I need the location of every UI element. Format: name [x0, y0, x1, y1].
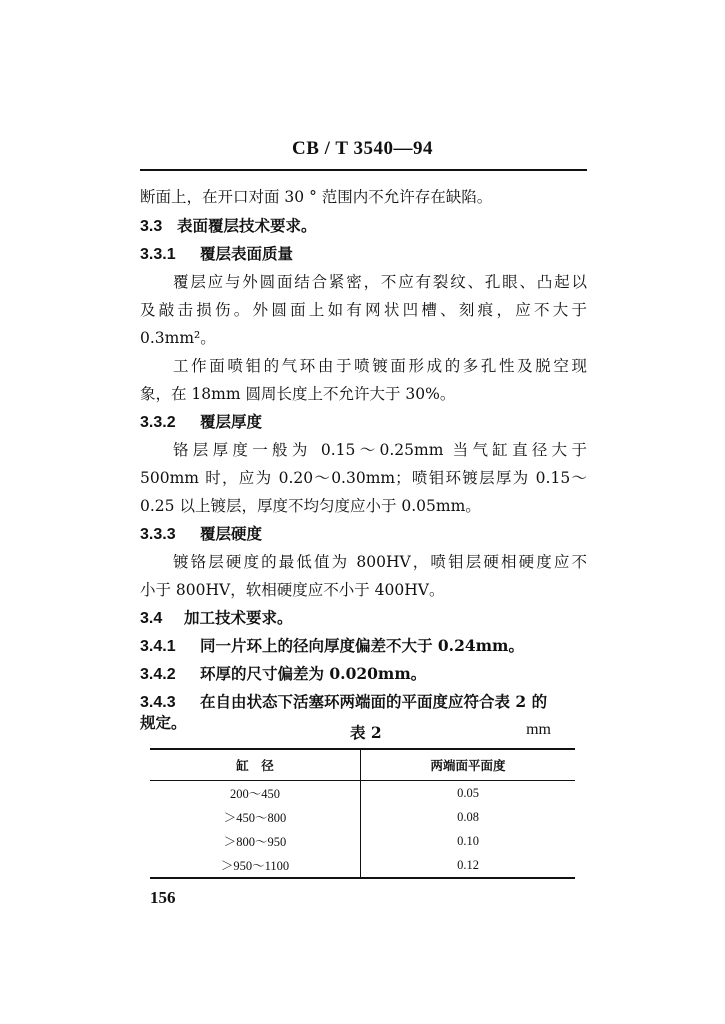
section-title: 覆层厚度: [200, 412, 263, 431]
section-heading-3-4-3: [140, 691, 587, 714]
section-number: 3.4.2: [140, 666, 176, 683]
paragraph-line: 0.25 以上镀层，厚度不均匀度应小于 0.05mm。: [140, 497, 481, 515]
column-header-bore: 缸 径: [150, 749, 361, 781]
header-rule: [140, 169, 587, 171]
table-row: [150, 829, 575, 853]
column-header-flatness: 两端面平面度: [430, 758, 506, 773]
paragraph-line: 工作面喷钼的气环由于喷镀面形成的多孔性及脱空现: [173, 357, 587, 375]
section-number: 3.3: [140, 218, 163, 235]
paragraph-line: 规定。: [140, 713, 187, 732]
section-heading-3-3-3: [140, 523, 587, 546]
table-cell-bore: ＞950～1100: [150, 853, 361, 878]
section-number: 3.3.3: [140, 526, 176, 543]
section-number: 3.4.1: [140, 638, 176, 655]
table-header-row: [150, 749, 575, 781]
table-cell-bore: ＞450～800: [150, 805, 361, 829]
page-number: 156: [150, 888, 176, 907]
paragraph-line: 0.3mm²。: [140, 329, 216, 347]
section-heading-3-3-2: [140, 411, 587, 434]
table-caption: [140, 721, 587, 745]
table-row: [150, 781, 575, 806]
table-cell-flatness: 0.10: [457, 833, 479, 848]
table-cell-flatness: 0.08: [457, 809, 479, 824]
section-title: 覆层表面质量: [200, 244, 294, 263]
table-cell-bore: 200～450: [150, 781, 361, 806]
section-text: 在自由状态下活塞环两端面的平面度应符合表 2 的: [200, 692, 548, 711]
section-number: 3.3.1: [140, 246, 176, 263]
section-heading-3-4: [140, 607, 587, 630]
paragraph-line: 及敲击损伤。外圆面上如有网状凹槽、刻痕，应不大于: [140, 301, 587, 319]
paragraph-line: 铬层厚度一般为 0.15～0.25mm 当气缸直径大于: [173, 441, 587, 459]
section-heading-3-3: [140, 215, 587, 238]
paragraph-line: 覆层应与外圆面结合紧密，不应有裂纹、孔眼、凸起以: [173, 273, 587, 291]
paragraph-line: 小于 800HV，软相硬度应不小于 400HV。: [140, 581, 445, 599]
paragraph-line: 断面上，在开口对面 30 ° 范围内不允许存在缺陷。: [140, 188, 493, 206]
section-heading-3-3-1: [140, 243, 587, 266]
section-title: 表面覆层技术要求。: [177, 216, 317, 235]
section-text: 环厚的尺寸偏差为 0.020mm。: [200, 664, 427, 683]
section-number: 3.4: [140, 610, 163, 627]
paragraph-line: 500mm 时，应为 0.20～0.30mm；喷钼环镀层厚为 0.15～: [140, 469, 587, 487]
flatness-table: [150, 748, 575, 879]
section-number: 3.3.2: [140, 414, 176, 431]
paragraph-line: 象，在 18mm 圆周长度上不允许大于 30%。: [140, 385, 456, 403]
table-row: [150, 853, 575, 878]
section-heading-3-4-1: [140, 635, 587, 658]
table-unit: mm: [526, 721, 551, 738]
section-title: 加工技术要求。: [184, 608, 293, 627]
section-text: 同一片环上的径向厚度偏差不大于 0.24mm。: [200, 636, 524, 655]
table-cell-flatness: 0.12: [457, 857, 479, 872]
table-title: 表 2: [350, 723, 382, 742]
table-cell-bore: ＞800～950: [150, 829, 361, 853]
standard-number: CB / T 3540—94: [292, 138, 433, 159]
section-heading-3-4-2: [140, 663, 587, 686]
table-row: [150, 805, 575, 829]
table-cell-flatness: 0.05: [457, 785, 479, 800]
section-title: 覆层硬度: [200, 524, 263, 543]
paragraph-line: 镀铬层硬度的最低值为 800HV，喷钼层硬相硬度应不: [173, 553, 587, 571]
section-number: 3.4.3: [140, 694, 176, 711]
